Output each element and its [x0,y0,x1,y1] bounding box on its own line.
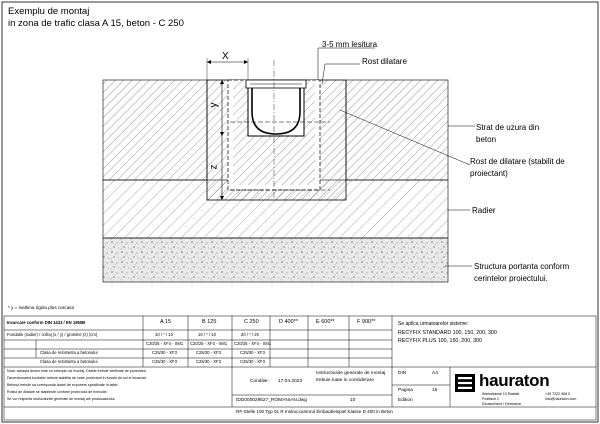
left-slab [103,80,207,180]
cell-3-1: C25/30 - XF3 [196,359,221,364]
callout-structure-2: cerintelor proiectului. [474,274,548,283]
brand-name: hauraton [479,371,550,390]
fine-print-1: Nota: aceasta desen este un exemplu de montaj. Datele trebuie verificate de proiectant. [7,369,147,373]
cell-1-0: C20/25 - XF4 - XM1 [146,341,184,346]
dimension-x-label: X [222,51,229,62]
callout-bed: Radier [472,206,496,215]
cell-3-0: C25/30 - XF3 [152,359,177,364]
class-e600: E 600** [316,319,335,325]
cell-2-1: C25/30 - XF3 [196,350,221,355]
systems-title: Se aplica urmatoarelor sisteme: [398,321,469,327]
din-label: DIN [398,371,407,376]
cell-2-2: C25/30 - XF3 [240,350,265,355]
system-2: RECYFIX PLUS 100, 150, 200, 300 [398,338,482,344]
footnote: * y = inaltima rigola plus carcasa [8,305,75,310]
table-header-label: Incarcare conform DIN 1433 / EN 1950B [7,320,86,325]
instruction-1: Instructiunile generale de montaj [316,371,386,376]
row-label-0: Fundatie (radier) / cofraj (x / y) / grosime (z) (cm) [7,332,98,337]
drawing-caption: RF-Stelle 100 Typ 01 R Instruccantorul Einbaubeispiel Klasse D 400 in Beton [236,409,393,414]
brand-address-3: Deutschland / Germania [482,402,521,406]
doc-id: IDD000029627_ROMANIAN.dwg [236,398,307,403]
class-b125: B 125 [202,319,217,325]
cell-2-0: C25/30 - XF3 [152,350,177,355]
din-value: A4 [432,371,438,376]
callout-joint-designer-2: proiectant) [470,169,508,178]
fine-print-5: Se vor respecta instructiunile generale de montaj ale producatorului. [7,397,116,401]
page-value: 15 [432,388,438,393]
callout-wear-layer-1: Strat de uzura din [476,123,540,132]
fine-print-3: Betonul trebuie sa corespunda clasei de expunere specificate in tabel. [7,383,119,387]
condition-label: Conditie: [250,379,269,384]
callout-joint-designer-1: Rost de dilatare (stabilit de [470,157,565,166]
brand-contact-1: +49 7222 958 0 [545,392,571,396]
class-a15: A 15 [160,319,172,325]
fine-print-2: Dimensionarea fundatiei trebuie stabilita de catre proiectant in functie de sol si incarcari. [7,376,147,380]
class-f900: F 900** [357,319,376,325]
drawing-title-line-2: in zona de trafic clasa A 15, beton - C 250 [8,18,184,29]
brand-address-1: Werkstrasse 13 Rastatt [482,392,520,396]
row-label-3: Clasa de rezistenta a betonului [40,359,98,364]
brand-address-2: Postfach 2 [482,397,499,401]
condition-value: 17.04.2023 [278,379,303,384]
edition: Edition [398,398,413,403]
instruction-2: trebuie luate in considerare [316,378,374,383]
dimension-z-label: z [208,164,220,170]
gravel-base [103,238,448,282]
fine-print-4: Rostul de dilatare se stabileste conform proiectului de executie. [7,390,108,394]
callout-gap: 3-5 mm lesitura [322,40,378,49]
cell-0-2: 20 / * / 20 [241,332,259,337]
hauraton-logo-icon [455,374,475,392]
right-slab [346,80,448,180]
callout-expansion-joint: Rost dilatare [362,57,407,66]
cell-0-1: 10 / * / 10 [198,332,216,337]
class-d400: D 400** [279,319,298,325]
class-c250: C 250 [244,319,259,325]
brand-contact-2: info@hauraton.com [545,397,577,401]
cell-1-2: C20/25 - XF4 - XM1 [234,341,272,346]
callout-structure-1: Structura portanta conform [474,262,570,271]
cell-1-1: C20/25 - XF4 - XM1 [190,341,228,346]
cell-3-2: C25/30 - XF3 [240,359,265,364]
row-label-2: Clasa de rezistenta a betonului [40,350,98,355]
page-label: Pagina [398,388,413,393]
system-1: RECYFIX STANDARD 100, 150, 200, 300 [398,330,497,336]
sheet-number: 10 [350,398,356,403]
cell-0-0: 10 / * / 10 [155,332,173,337]
dimension-y-label: y [208,102,220,108]
drawing-title-line-1: Exemplu de montaj [8,6,90,17]
callout-wear-layer-2: beton [476,135,497,144]
